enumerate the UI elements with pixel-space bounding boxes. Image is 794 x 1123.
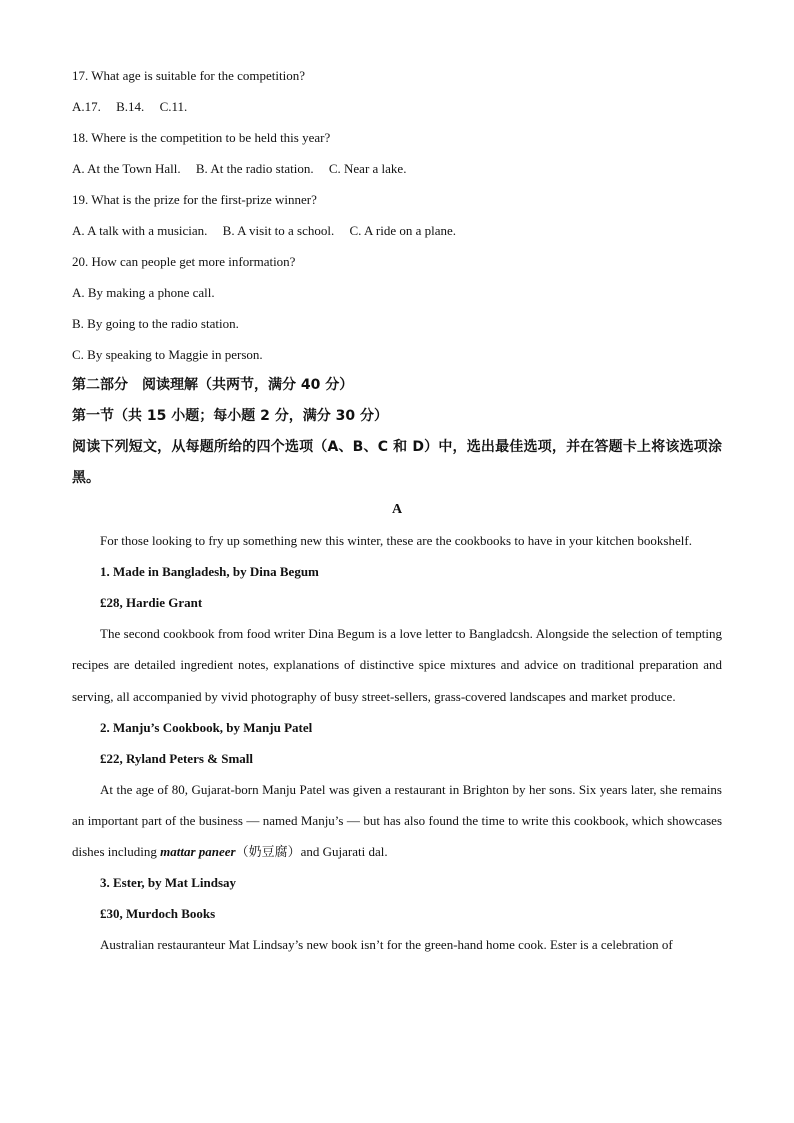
exam-page: [72, 60, 722, 961]
question-17: 17. What age is suitable for the competition?: [72, 68, 305, 83]
book-2-description: [72, 774, 722, 868]
option-b: B. At the radio station.: [195, 161, 314, 176]
book-2-title: 2. Manju’s Cookbook, by Manju Patel: [100, 719, 313, 735]
book-2-text-before: At the age of 80, Gujarat-born Manju Patel was given a restaurant in Brighton by her sons. Six years later, she remains an important part of the business — named Manju’s — but has also found the time to write this cookbook, which showcases dishes including: [72, 781, 722, 860]
option-c: C.11.: [159, 99, 188, 114]
options-17: [72, 91, 722, 122]
option-c: C. Near a lake.: [328, 161, 407, 176]
book-2-text-after: （奶豆腐）and Gujarati dal.: [235, 844, 388, 860]
passage-label: A: [391, 502, 403, 517]
book-3-description: Australian restauranteur Mat Lindsay’s new book isn’t for the green-hand home cook. Ester is a celebration of: [100, 937, 673, 953]
book-1-title: 1. Made in Bangladesh, by Dina Begum: [100, 564, 319, 580]
option-c: C. By speaking to Maggie in person.: [72, 347, 263, 362]
book-2-price: £22, Ryland Peters & Small: [100, 750, 254, 766]
book-1-description: The second cookbook from food writer Dina Begum is a love letter to Bangladcsh. Alongside the selection of tempting recipes are detailed ingredient notes, explanations of distinctive spice mixtures and advice on traditional preparation and serving, all accompanied by vivid photography of busy street-sellers, grass-covered landscapes and market produce.: [72, 626, 722, 704]
book-1-price: £28, Hardie Grant: [100, 595, 203, 611]
options-18: [72, 153, 722, 184]
question-20: 20. How can people get more information?: [72, 254, 296, 269]
instruction: 阅读下列短文，从每题所给的四个选项（A、B、C 和 D）中，选出最佳选项，并在答题卡上将该选项涂黑。: [72, 439, 722, 486]
question-19: 19. What is the prize for the first-prize winner?: [72, 192, 317, 207]
option-b: B. By going to the radio station.: [72, 316, 239, 331]
option-b: B. A visit to a school.: [222, 223, 335, 238]
book-3-title: 3. Ester, by Mat Lindsay: [100, 875, 237, 891]
question-18: 18. Where is the competition to be held this year?: [72, 130, 331, 145]
options-19: [72, 215, 722, 246]
part-title: 第二部分 阅读理解（共两节，满分 40 分）: [72, 377, 354, 393]
passage-intro: For those looking to fry up something new this winter, these are the cookbooks to have in your kitchen bookshelf.: [100, 533, 692, 548]
option-a: A. By making a phone call.: [72, 285, 215, 300]
subsection-title: 第一节（共 15 小题；每小题 2 分，满分 30 分）: [72, 408, 388, 424]
option-a: A.17.: [72, 99, 101, 114]
dish-name: mattar paneer: [160, 844, 236, 860]
option-b: B.14.: [116, 99, 145, 114]
option-c: C. A ride on a plane.: [349, 223, 457, 238]
book-3-price: £30, Murdoch Books: [100, 906, 216, 922]
option-a: A. At the Town Hall.: [72, 161, 181, 176]
option-a: A. A talk with a musician.: [72, 223, 208, 238]
